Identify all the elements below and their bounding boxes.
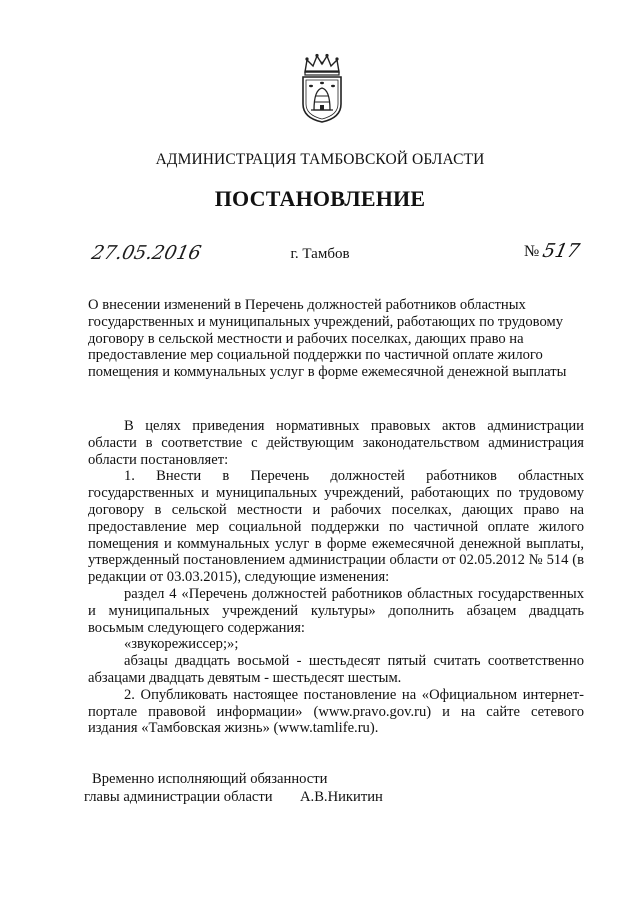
document-date: 27.05.2016 — [89, 242, 204, 264]
document-type-title: ПОСТАНОВЛЕНИЕ — [214, 186, 426, 211]
preamble-paragraph: В целях приведения нормативных правовых актов администрации области в соответствие с действующим законодательством администрация области постановляет: — [88, 418, 584, 468]
signatory-position-line-2: главы администрации области — [84, 789, 273, 805]
item-1-renumber-paragraph: абзацы двадцать восьмой - шестьдесят пятый считать соответственно абзацами двадцать девятым - шестьдесят шестым. — [88, 653, 584, 686]
document-subject: О внесении изменений в Перечень должностей работников областных государственных и муниципальных учреждений, работающих по трудовому договору в сельской местности и рабочих поселках, дающих право на предоставление мер социальной поддержки по частичной оплате жилого помещения и коммунальных услуг в форме ежемесячной денежной выплаты — [88, 297, 567, 381]
document-number-label: № — [524, 243, 540, 260]
item-1-quote-paragraph: «звукорежиссер;»; — [124, 636, 239, 653]
item-1-change-paragraph: раздел 4 «Перечень должностей работников областных государственных и муниципальных учреждений культуры» дополнить абзацем двадцать восьмым следующего содержания: — [88, 585, 584, 636]
signature-block — [84, 770, 383, 806]
document-body — [88, 418, 584, 737]
item-1-paragraph: 1. Внести в Перечень должностей работников областных государственных и муниципальных учреждений, работающих по трудовому договору в сельской местности и рабочих поселках, дающих право на предоставление мер социальной поддержки по частичной оплате жилого помещения и коммунальных услуг в форме ежемесячной денежной выплаты, утвержденный постановлением администрации области от 02.05.2012 № 514 (в редакции от 03.03.2015), следующие изменения: — [88, 468, 584, 586]
document-city: г. Тамбов — [290, 246, 350, 262]
coat-of-arms-icon — [297, 52, 347, 124]
signatory-position-line-1: Временно исполняющий обязанности — [92, 771, 328, 787]
organization-heading: АДМИНИСТРАЦИЯ ТАМБОВСКОЙ ОБЛАСТИ — [155, 151, 485, 168]
signatory-name: А.В.Никитин — [300, 789, 383, 805]
document-number: 517 — [540, 240, 582, 262]
item-2-paragraph: 2. Опубликовать настоящее постановление на «Официальном интернет-портале правовой информации» (www.pravo.gov.ru) и на сайте сетевого издания «Тамбовская жизнь» (www.tamlife.ru). — [88, 686, 584, 737]
